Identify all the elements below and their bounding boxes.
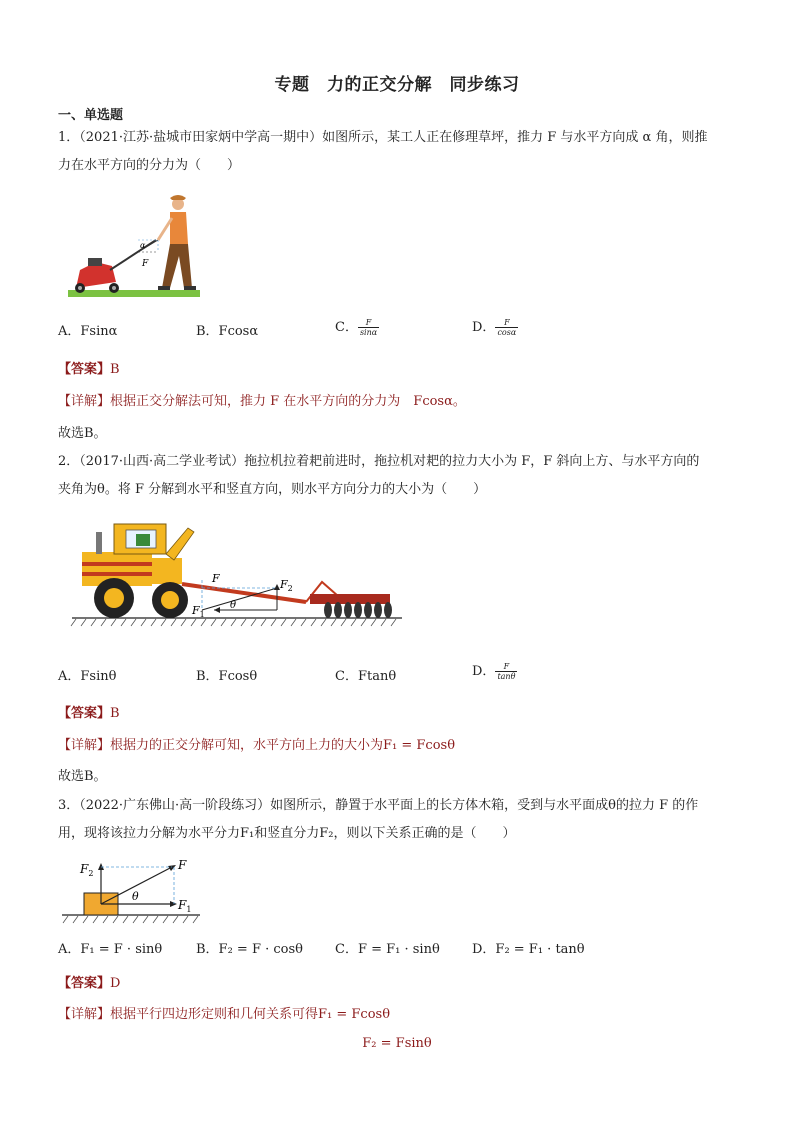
svg-text:F1: $F_1$ (192, 604, 205, 619)
tractor-exhaust (96, 532, 102, 554)
q2-option-c: C．Ftanθ (335, 669, 397, 684)
grass-strip (68, 290, 200, 297)
question-3-line-1: 3．（2022·广东佛山·高一阶段练习）如图所示，静置于水平面上的长方体木箱，受到与水平面成θ的拉力 F 的作 (58, 798, 699, 813)
tractor-f2-label: F (280, 578, 288, 591)
q3-option-a: A．F₁ = F · sinθ (58, 942, 163, 957)
worker-pants (162, 244, 192, 288)
box-theta-label: θ (132, 890, 139, 903)
q3-option-c: C．F = F₁ · sinθ (335, 942, 440, 957)
q2-conclusion: 故选B。 (58, 769, 107, 784)
question-1 (58, 124, 748, 180)
q1-detail: 【详解】根据正交分解法可知，推力 F 在水平方向的分力为 Fcosα。 (58, 394, 466, 409)
page-title: 专题 力的正交分解 同步练习 (274, 75, 520, 95)
worker-cap (170, 195, 186, 200)
q1-option-a: A．Fsinα (58, 324, 118, 339)
tractor-figure (70, 518, 404, 632)
question-3 (58, 792, 748, 848)
tractor-force-label: F (212, 572, 220, 585)
force-label: F (142, 259, 149, 269)
question-1-line-2: 力在水平方向的分力为（ ） (58, 158, 241, 173)
mower-handle (110, 240, 156, 270)
box-f2-label: F (80, 862, 89, 876)
svg-text:F2: $F_2$ (280, 578, 293, 593)
worker-shirt (170, 212, 188, 244)
worker-arm (158, 218, 172, 240)
q2-option-b: B．Fcosθ (196, 669, 258, 684)
svg-text:F2: $F_2$ (80, 862, 94, 878)
q2-answer: 【答案】B (58, 706, 120, 721)
question-3-line-2: 用，现将该拉力分解为水平分力F₁和竖直分力F₂，则以下关系正确的是（ ） (58, 826, 516, 841)
question-1-line-1: 1．（2021·江苏·盐城市田家炳中学高一期中）如图所示，某工人正在修理草坪，推力 F 与水平方向成 α 角，则推 (58, 130, 708, 145)
q3-detail-formula: F₂ = Fsinθ (362, 1036, 432, 1051)
mower-engine (88, 258, 102, 266)
q3-option-d: D．F₂ = F₁ · tanθ (472, 942, 585, 957)
tractor-theta-label: θ (230, 600, 237, 611)
q1-option-d: D． $\frac{F}{\cos\alpha}$ (472, 318, 517, 337)
q3-option-b: B．F₂ = F · cosθ (196, 942, 303, 957)
q2-option-d: D． $\frac{F}{\tan\theta}$ (472, 662, 516, 681)
box-force-figure (60, 853, 210, 925)
q2-option-a: A．Fsinθ (58, 669, 117, 684)
question-2 (58, 448, 748, 504)
q1-answer: 【答案】B (58, 362, 120, 377)
q2-detail: 【详解】根据力的正交分解可知，水平方向上力的大小为F₁ = Fcosθ (58, 738, 456, 753)
q1-conclusion: 故选B。 (58, 426, 107, 441)
box-force-label: F (178, 858, 187, 872)
question-2-line-1: 2．（2017·山西·高二学业考试）拖拉机拉着耙前进时，拖拉机对耙的拉力大小为 F，F 斜向上方、与水平方向的 (58, 454, 700, 469)
lawn-mower-figure (66, 190, 202, 300)
section-heading: 一、单选题 (58, 108, 124, 123)
question-2-line-2: 夹角为θ。将 F 分解到水平和竖直方向，则水平方向分力的大小为（ ） (58, 482, 487, 497)
tractor-f1-label: F (192, 604, 200, 617)
alpha-label: α (140, 241, 146, 250)
q1-option-b: B．Fcosα (196, 324, 259, 339)
q3-detail: 【详解】根据平行四边形定则和几何关系可得F₁ = Fcosθ (58, 1007, 391, 1022)
q3-answer: 【答案】D (58, 976, 121, 991)
q1-option-c: C． $\frac{F}{\sin\alpha}$ (335, 318, 378, 337)
box-f1-label: F (178, 898, 187, 912)
svg-text:F1: $F_1$ (178, 898, 192, 914)
